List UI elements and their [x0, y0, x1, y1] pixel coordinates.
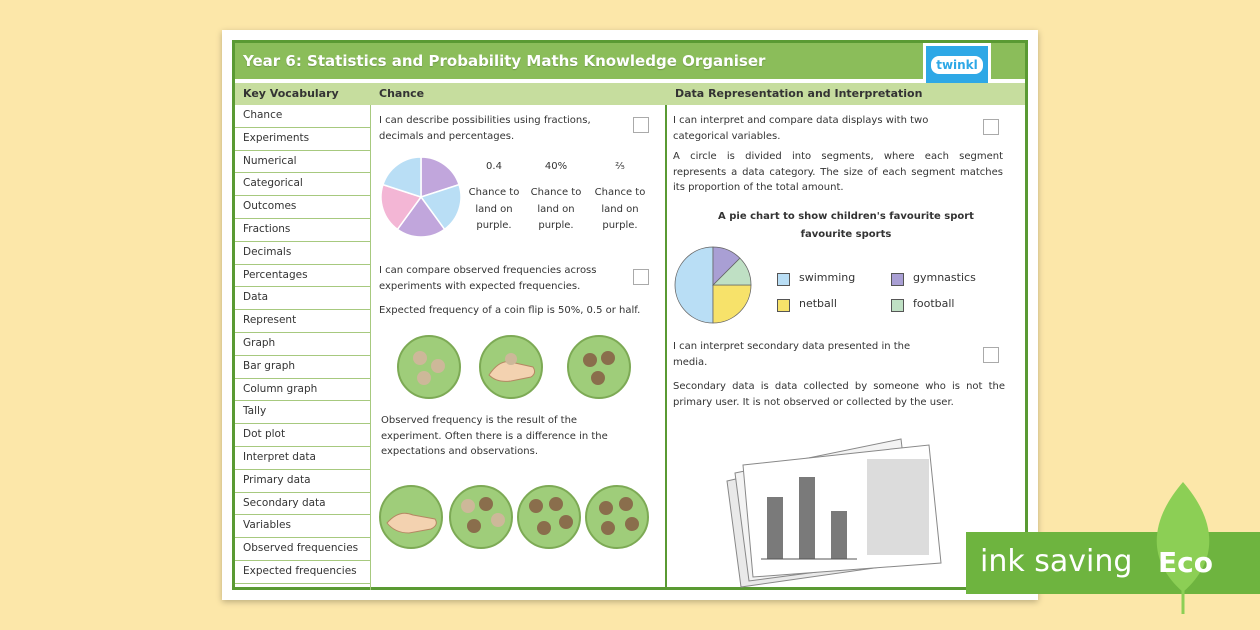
vocab-item: Numerical [235, 151, 370, 174]
decimal-value: 0.4 [486, 161, 502, 172]
vocab-item: Chance [235, 105, 370, 128]
chance-caption: Chance to land on purple. [530, 187, 582, 231]
vocab-item: Fractions [235, 219, 370, 242]
vocab-item: Dot plot [235, 424, 370, 447]
hand-icon [481, 337, 541, 397]
vocab-item: Categorical [235, 173, 370, 196]
vocab-item: Observed frequencies [235, 538, 370, 561]
data-statement-2: I can interpret secondary data presented in the media. [673, 341, 911, 368]
twinkl-logo: twinkl [923, 43, 991, 87]
legend-swatch-netball [777, 299, 790, 312]
legend-label: netball [799, 297, 837, 310]
vocab-item: Expected frequencies [235, 561, 370, 584]
checkbox[interactable] [983, 119, 999, 135]
coin-dish [449, 485, 513, 549]
data-header: Data Representation and Interpretation [667, 83, 1025, 105]
checkbox[interactable] [983, 347, 999, 363]
legend-swatch-gymnastics [891, 273, 904, 286]
vocab-item: Percentages [235, 265, 370, 288]
chance-statement-1: I can describe possibilities using fractions, decimals and percentages. [379, 115, 591, 142]
percent-value: 40% [544, 161, 568, 172]
coin-dish [585, 485, 649, 549]
spinner-pie-icon [379, 155, 463, 239]
coin-dish [397, 335, 461, 399]
knowledge-organiser-sheet [222, 30, 1038, 600]
legend-label: football [913, 297, 955, 310]
vocab-item: Data [235, 287, 370, 310]
secondary-data-description: Secondary data is data collected by someone who is not the primary user. It is not observed or collected by the user. [673, 381, 1005, 408]
pie-chart-subtitle: favourite sports [800, 229, 892, 240]
vocab-item: Interpret data [235, 447, 370, 470]
legend-label: swimming [799, 271, 856, 284]
vocab-item: Variables [235, 515, 370, 538]
vocab-item: Outcomes [235, 196, 370, 219]
vocab-item: Column graph [235, 379, 370, 402]
legend-swatch-swimming [777, 273, 790, 286]
favourite-sport-pie-chart [673, 245, 753, 325]
hand-dish [479, 335, 543, 399]
newspaper-icon [717, 417, 957, 589]
pie-chart-description: A circle is divided into segments, where each segment represents a data category. The size of each segment matches its proportion of the total amount. [673, 151, 1003, 193]
organiser-frame [232, 40, 1028, 590]
vocab-item: Secondary data [235, 493, 370, 516]
vocab-item: Experiments [235, 128, 370, 151]
expected-frequency-text: Expected frequency of a coin flip is 50%, 0.5 or half. [379, 305, 641, 316]
observed-frequency-text: Observed frequency is the result of the experiment. Often there is a difference in the expectations and observations. [381, 415, 608, 457]
vocab-item: Graph [235, 333, 370, 356]
legend-label: gymnastics [913, 271, 976, 284]
eco-badge: Eco [1158, 546, 1213, 579]
hand-icon [381, 487, 441, 547]
vocab-header: Key Vocabulary [235, 83, 371, 105]
hand-dish [379, 485, 443, 549]
fraction-value: ⅖ [615, 161, 625, 172]
chance-caption: Chance to land on purple. [594, 187, 646, 231]
checkbox[interactable] [633, 117, 649, 133]
vocab-item: Decimals [235, 242, 370, 265]
legend-swatch-football [891, 299, 904, 312]
data-statement-1: I can interpret and compare data displays with two categorical variables. [673, 115, 929, 142]
chance-caption: Chance to land on purple. [468, 187, 520, 231]
chance-column [371, 105, 667, 590]
vocab-item: Tally [235, 401, 370, 424]
chance-statement-2: I can compare observed frequencies across experiments with expected frequencies. [379, 265, 597, 292]
vocabulary-list [235, 105, 371, 590]
vocab-item: Represent [235, 310, 370, 333]
chance-header: Chance [371, 83, 667, 105]
page-title: Year 6: Statistics and Probability Maths Knowledge Organiser [235, 43, 1025, 79]
vocab-item: Bar graph [235, 356, 370, 379]
coin-dish [517, 485, 581, 549]
vocab-item: Primary data [235, 470, 370, 493]
ink-saving-label: ink saving [980, 544, 1133, 579]
checkbox[interactable] [633, 269, 649, 285]
coin-dish [567, 335, 631, 399]
ink-saving-eco-banner [966, 532, 1260, 594]
data-column [667, 105, 1025, 590]
pie-chart-title: A pie chart to show children's favourite sport [718, 211, 974, 222]
